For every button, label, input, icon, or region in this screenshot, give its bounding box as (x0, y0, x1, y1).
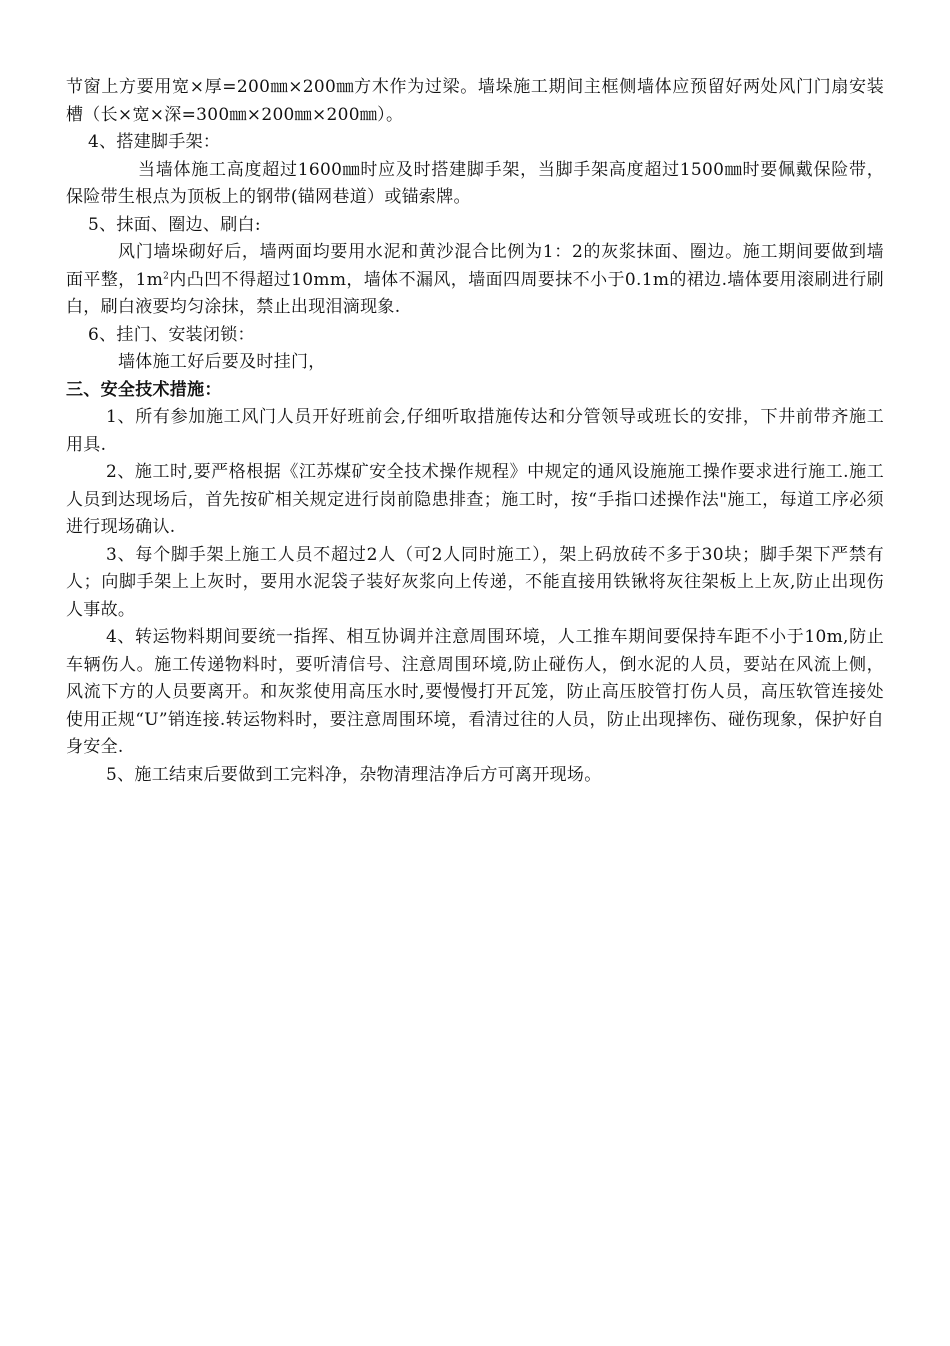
safety-item-4: 4、转运物料期间要统一指挥、相互协调并注意周围环境，人工推车期间要保持车距不小于10m,防止车辆伤人。施工传递物料时，要听清信号、注意周围环境,防止碰伤人，倒水泥的人员，要站在风流上侧，风流下方的人员要离开。和灰浆使用高压水时,要慢慢打开瓦笼，防止高压胶管打伤人员，高压软管连接处使用正规“U”销连接.转运物料时，要注意周围环境，看清过往的人员，防止出现摔伤、碰伤现象，保护好自身安全. (66, 627, 884, 757)
section-3-heading: 三、安全技术措施： (66, 379, 222, 400)
item-6-body: 墙体施工好后要及时挂门， (118, 352, 326, 372)
document-page (66, 74, 884, 789)
safety-item-5: 5、施工结束后要做到工完料净，杂物清理洁净后方可离开现场。 (106, 764, 602, 785)
item-5-body-part-b: 内凸凹不得超过10mm，墙体不漏风，墙面四周要抹不小于0.1m的裙边.墙体要用滚刷进行刷白，刷白液要均匀涂抹，禁止出现泪滴现象. (66, 269, 884, 317)
square-superscript: 2 (163, 270, 170, 281)
item-6-title: 6、挂门、安装闭锁： (88, 324, 255, 345)
safety-item-3: 3、每个脚手架上施工人员不超过2人（可2人同时施工），架上码放砖不多于30块；脚手架下严禁有人；向脚手架上上灰时，要用水泥袋子装好灰浆向上传递，不能直接用铁锹将灰往架板上上灰,防止出现伤人事故。 (66, 544, 884, 620)
safety-item-2: 2、施工时,要严格根据《江苏煤矿安全技术操作规程》中规定的通风设施施工操作要求进行施工.施工人员到达现场后，首先按矿相关规定进行岗前隐患排查；施工时，按“手指口述操作法"施工，每道工序必须进行现场确认. (66, 462, 884, 537)
safety-item-1: 1、所有参加施工风门人员开好班前会,仔细听取措施传达和分管领导或班长的安排，下井前带齐施工用具. (66, 407, 884, 455)
item-5-body (66, 239, 884, 322)
continuation-paragraph: 节窗上方要用宽×厚=200㎜×200㎜方木作为过梁。墙垛施工期间主框侧墙体应预留好两处风门门扇安装槽（长×宽×深=300㎜×200㎜×200㎜）。 (66, 77, 884, 125)
item-5-title: 5、抹面、圈边、刷白: (88, 214, 261, 235)
item-5-body-part-a: 风门墙垛砌好后，墙两面均要用水泥和黄沙混合比例为1：2的灰浆抹面、圈边。施工期间要做到墙面平整，1m (66, 242, 884, 290)
item-4-title: 4、搭建脚手架： (88, 132, 221, 152)
item-4-body: 当墙体施工高度超过1600㎜时应及时搭建脚手架，当脚手架高度超过1500㎜时要佩戴保险带，保险带生根点为顶板上的钢带(锚网巷道）或锚索牌。 (66, 159, 884, 207)
